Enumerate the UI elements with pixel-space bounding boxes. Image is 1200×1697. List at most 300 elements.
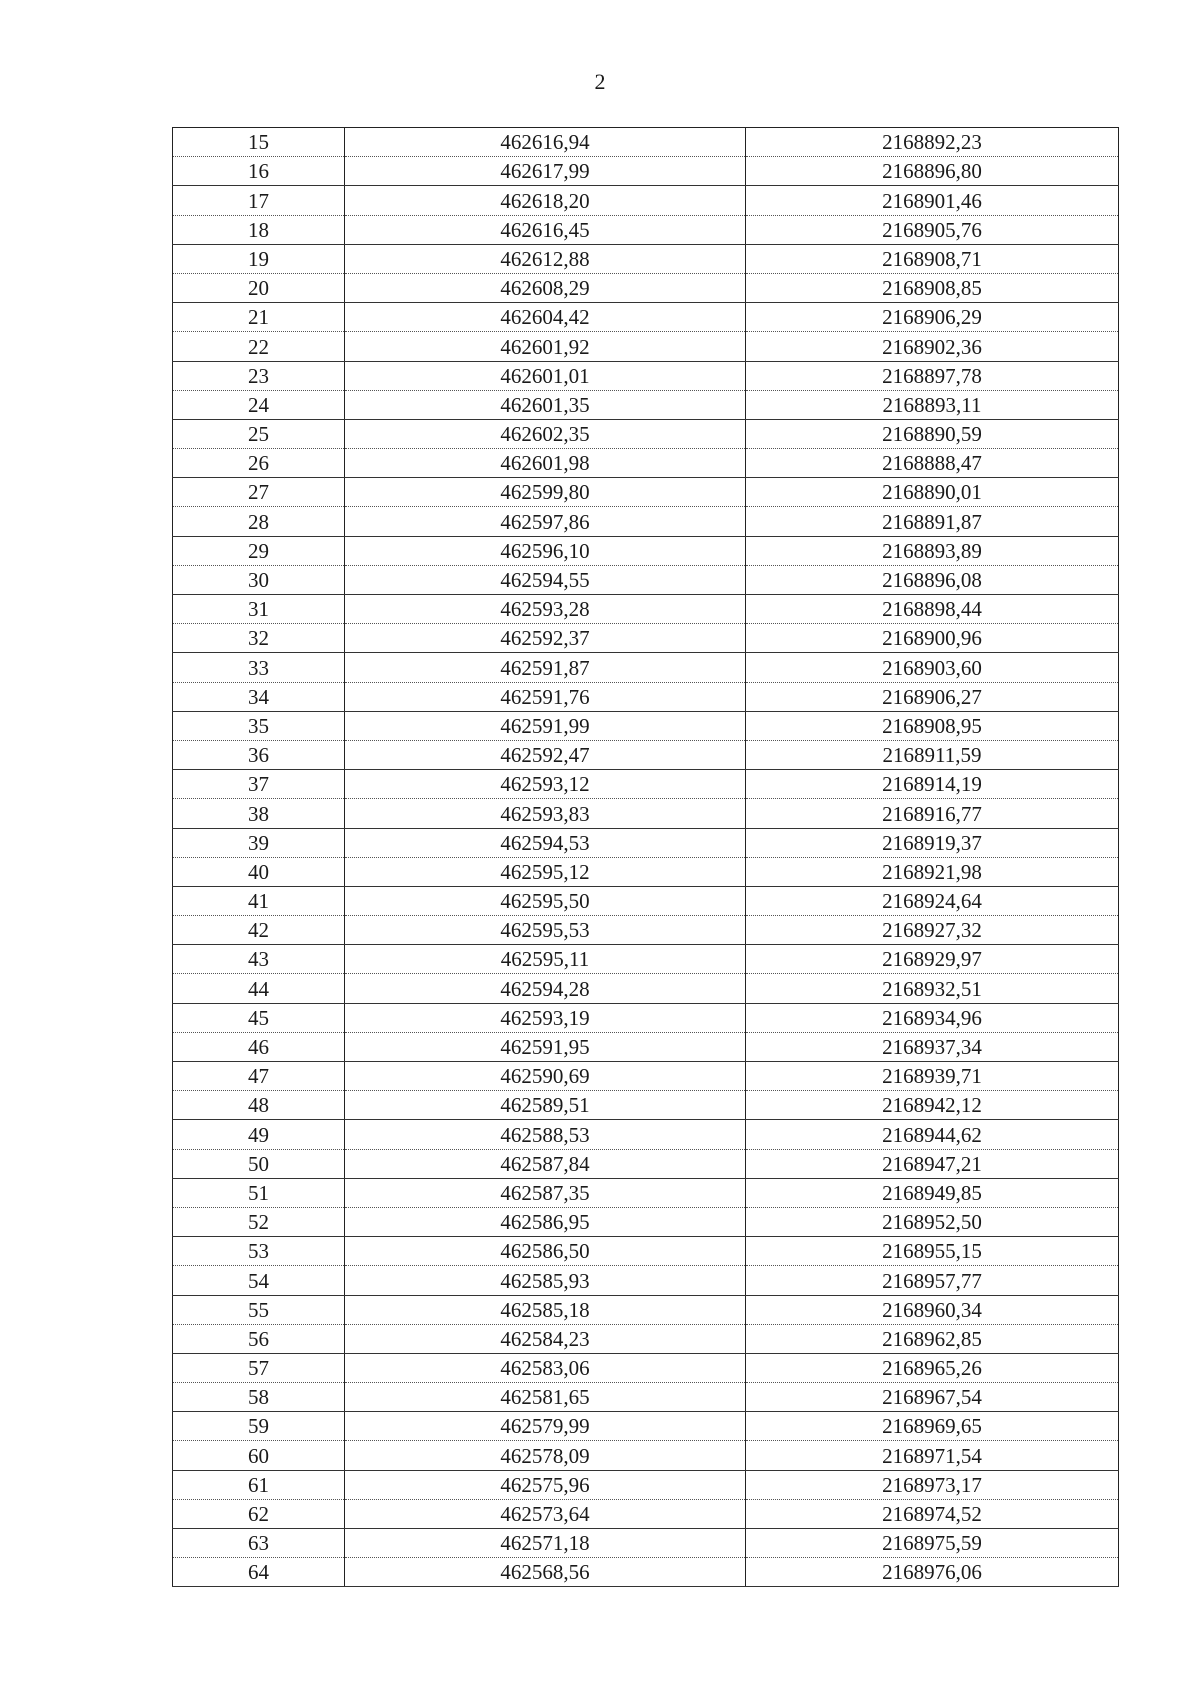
cell-text: 41 — [248, 889, 269, 914]
table-row — [173, 682, 1119, 711]
cell-text: 462575,96 — [500, 1472, 590, 1497]
y-coordinate-cell — [746, 653, 1119, 682]
x-coordinate-cell — [345, 361, 746, 390]
cell-text: 2168908,85 — [882, 276, 982, 301]
point-number-cell — [173, 711, 345, 740]
cell-text: 50 — [248, 1151, 269, 1176]
cell-text: 31 — [248, 597, 269, 622]
cell-text: 2168932,51 — [882, 976, 982, 1001]
y-coordinate-cell — [746, 799, 1119, 828]
x-coordinate-cell — [345, 1237, 746, 1266]
x-coordinate-cell — [345, 1178, 746, 1207]
cell-text: 462594,55 — [500, 568, 590, 592]
x-coordinate-cell — [345, 653, 746, 682]
x-coordinate-cell — [345, 1091, 746, 1120]
point-number-cell — [173, 1558, 345, 1587]
cell-text: 17 — [248, 188, 269, 213]
table-row — [173, 244, 1119, 273]
cell-text: 2168900,96 — [882, 626, 982, 651]
cell-text: 45 — [248, 1005, 269, 1030]
cell-text: 60 — [248, 1443, 269, 1468]
x-coordinate-cell — [345, 1353, 746, 1382]
cell-text: 462587,84 — [500, 1151, 590, 1176]
cell-text: 27 — [248, 480, 269, 505]
table-row — [173, 799, 1119, 828]
cell-text: 2168973,17 — [882, 1472, 982, 1497]
cell-text: 462568,56 — [500, 1560, 590, 1585]
table-row — [173, 1499, 1119, 1528]
cell-text: 2168969,65 — [882, 1414, 982, 1439]
point-number-cell — [173, 215, 345, 244]
cell-text: 2168927,32 — [882, 918, 982, 943]
table-row — [173, 1353, 1119, 1382]
point-number-cell — [173, 1091, 345, 1120]
cell-text: 2168944,62 — [882, 1122, 982, 1147]
x-coordinate-cell — [345, 419, 746, 448]
table-row — [173, 507, 1119, 536]
y-coordinate-cell — [746, 244, 1119, 273]
x-coordinate-cell — [345, 916, 746, 945]
cell-text: 462593,19 — [500, 1005, 590, 1030]
cell-text: 62 — [248, 1502, 269, 1526]
y-coordinate-cell — [746, 449, 1119, 478]
cell-text: 2168921,98 — [882, 859, 982, 884]
point-number-cell — [173, 332, 345, 361]
x-coordinate-cell — [345, 478, 746, 507]
table-row — [173, 419, 1119, 448]
point-number-cell — [173, 828, 345, 857]
table-row — [173, 1441, 1119, 1470]
cell-text: 2168906,29 — [882, 305, 982, 330]
cell-text: 462587,35 — [500, 1180, 590, 1205]
cell-text: 2168906,27 — [882, 684, 982, 709]
x-coordinate-cell — [345, 1383, 746, 1412]
table-row — [173, 1412, 1119, 1441]
cell-text: 462586,50 — [500, 1239, 590, 1264]
cell-text: 30 — [248, 568, 269, 592]
point-number-cell — [173, 770, 345, 799]
x-coordinate-cell — [345, 770, 746, 799]
cell-text: 462594,53 — [500, 830, 590, 855]
x-coordinate-cell — [345, 565, 746, 594]
cell-text: 19 — [248, 246, 269, 271]
cell-text: 462608,29 — [500, 276, 590, 301]
cell-text: 2168911,59 — [882, 743, 982, 768]
cell-text: 2168947,21 — [882, 1151, 982, 1176]
y-coordinate-cell — [746, 770, 1119, 799]
cell-text: 24 — [248, 392, 269, 417]
table-row — [173, 565, 1119, 594]
point-number-cell — [173, 419, 345, 448]
cell-text: 462595,50 — [500, 889, 590, 914]
table-row — [173, 1062, 1119, 1091]
cell-text: 462579,99 — [500, 1414, 590, 1439]
point-number-cell — [173, 1266, 345, 1295]
point-number-cell — [173, 1120, 345, 1149]
table-row — [173, 974, 1119, 1003]
cell-text: 2168901,46 — [882, 188, 982, 213]
cell-text: 462599,80 — [500, 480, 590, 505]
cell-text: 462591,76 — [500, 684, 590, 709]
cell-text: 2168893,89 — [882, 538, 982, 563]
cell-text: 52 — [248, 1210, 269, 1235]
y-coordinate-cell — [746, 215, 1119, 244]
point-number-cell — [173, 1062, 345, 1091]
cell-text: 2168976,06 — [882, 1560, 982, 1585]
x-coordinate-cell — [345, 1266, 746, 1295]
x-coordinate-cell — [345, 244, 746, 273]
table-row — [173, 449, 1119, 478]
x-coordinate-cell — [345, 215, 746, 244]
cell-text: 48 — [248, 1093, 269, 1118]
cell-text: 44 — [248, 976, 269, 1001]
x-coordinate-cell — [345, 507, 746, 536]
point-number-cell — [173, 595, 345, 624]
x-coordinate-cell — [345, 1412, 746, 1441]
cell-text: 462595,53 — [500, 918, 590, 943]
x-coordinate-cell — [345, 1120, 746, 1149]
cell-text: 462573,64 — [500, 1502, 590, 1526]
cell-text: 15 — [248, 130, 269, 155]
x-coordinate-cell — [345, 1441, 746, 1470]
cell-text: 49 — [248, 1122, 269, 1147]
point-number-cell — [173, 624, 345, 653]
table-row — [173, 1383, 1119, 1412]
cell-text: 34 — [248, 684, 269, 709]
y-coordinate-cell — [746, 273, 1119, 302]
y-coordinate-cell — [746, 478, 1119, 507]
point-number-cell — [173, 857, 345, 886]
table-row — [173, 1149, 1119, 1178]
cell-text: 462571,18 — [500, 1531, 590, 1556]
table-row — [173, 711, 1119, 740]
y-coordinate-cell — [746, 157, 1119, 186]
cell-text: 462591,99 — [500, 713, 590, 738]
cell-text: 462601,92 — [500, 334, 590, 359]
cell-text: 2168971,54 — [882, 1443, 982, 1468]
point-number-cell — [173, 1470, 345, 1499]
coordinates-table-body — [173, 128, 1119, 1587]
table-row — [173, 624, 1119, 653]
cell-text: 33 — [248, 655, 269, 680]
point-number-cell — [173, 1529, 345, 1558]
cell-text: 2168896,08 — [882, 568, 982, 592]
cell-text: 2168888,47 — [882, 451, 982, 476]
y-coordinate-cell — [746, 1266, 1119, 1295]
point-number-cell — [173, 565, 345, 594]
y-coordinate-cell — [746, 916, 1119, 945]
cell-text: 462584,23 — [500, 1326, 590, 1351]
y-coordinate-cell — [746, 624, 1119, 653]
x-coordinate-cell — [345, 799, 746, 828]
cell-text: 2168929,97 — [882, 947, 982, 972]
cell-text: 462581,65 — [500, 1385, 590, 1410]
cell-text: 2168908,71 — [882, 246, 982, 271]
table-row — [173, 1091, 1119, 1120]
table-row — [173, 1324, 1119, 1353]
point-number-cell — [173, 536, 345, 565]
point-number-cell — [173, 1178, 345, 1207]
cell-text: 2168934,96 — [882, 1005, 982, 1030]
cell-text: 462601,35 — [500, 392, 590, 417]
cell-text: 37 — [248, 772, 269, 797]
cell-text: 29 — [248, 538, 269, 563]
cell-text: 462595,11 — [500, 947, 590, 972]
y-coordinate-cell — [746, 1207, 1119, 1236]
point-number-cell — [173, 740, 345, 769]
point-number-cell — [173, 1237, 345, 1266]
point-number-cell — [173, 390, 345, 419]
y-coordinate-cell — [746, 1237, 1119, 1266]
cell-text: 35 — [248, 713, 269, 738]
point-number-cell — [173, 1441, 345, 1470]
y-coordinate-cell — [746, 740, 1119, 769]
cell-text: 462616,94 — [500, 130, 590, 155]
cell-text: 23 — [248, 363, 269, 388]
y-coordinate-cell — [746, 1003, 1119, 1032]
point-number-cell — [173, 1499, 345, 1528]
x-coordinate-cell — [345, 1032, 746, 1061]
table-row — [173, 128, 1119, 157]
cell-text: 2168957,77 — [882, 1268, 982, 1293]
table-row — [173, 186, 1119, 215]
x-coordinate-cell — [345, 711, 746, 740]
cell-text: 2168890,59 — [882, 422, 982, 447]
point-number-cell — [173, 449, 345, 478]
x-coordinate-cell — [345, 595, 746, 624]
y-coordinate-cell — [746, 390, 1119, 419]
x-coordinate-cell — [345, 1470, 746, 1499]
y-coordinate-cell — [746, 1353, 1119, 1382]
y-coordinate-cell — [746, 682, 1119, 711]
coordinates-table — [172, 127, 1119, 1587]
x-coordinate-cell — [345, 332, 746, 361]
table-row — [173, 1032, 1119, 1061]
cell-text: 61 — [248, 1472, 269, 1497]
cell-text: 2168960,34 — [882, 1297, 982, 1322]
x-coordinate-cell — [345, 157, 746, 186]
y-coordinate-cell — [746, 828, 1119, 857]
point-number-cell — [173, 1003, 345, 1032]
cell-text: 28 — [248, 509, 269, 534]
table-row — [173, 1207, 1119, 1236]
cell-text: 38 — [248, 801, 269, 826]
table-row — [173, 332, 1119, 361]
point-number-cell — [173, 1149, 345, 1178]
cell-text: 2168924,64 — [882, 889, 982, 914]
point-number-cell — [173, 1353, 345, 1382]
point-number-cell — [173, 916, 345, 945]
x-coordinate-cell — [345, 1207, 746, 1236]
cell-text: 2168962,85 — [882, 1326, 982, 1351]
x-coordinate-cell — [345, 624, 746, 653]
cell-text: 2168892,23 — [882, 130, 982, 155]
point-number-cell — [173, 273, 345, 302]
cell-text: 462578,09 — [500, 1443, 590, 1468]
cell-text: 2168896,80 — [882, 159, 982, 184]
x-coordinate-cell — [345, 1062, 746, 1091]
point-number-cell — [173, 478, 345, 507]
cell-text: 42 — [248, 918, 269, 943]
cell-text: 462588,53 — [500, 1122, 590, 1147]
cell-text: 2168902,36 — [882, 334, 982, 359]
cell-text: 462612,88 — [500, 246, 590, 271]
point-number-cell — [173, 1324, 345, 1353]
y-coordinate-cell — [746, 595, 1119, 624]
y-coordinate-cell — [746, 857, 1119, 886]
x-coordinate-cell — [345, 945, 746, 974]
cell-text: 462616,45 — [500, 217, 590, 242]
x-coordinate-cell — [345, 186, 746, 215]
x-coordinate-cell — [345, 1295, 746, 1324]
cell-text: 16 — [248, 159, 269, 184]
point-number-cell — [173, 799, 345, 828]
point-number-cell — [173, 682, 345, 711]
point-number-cell — [173, 361, 345, 390]
table-row — [173, 536, 1119, 565]
cell-text: 2168914,19 — [882, 772, 982, 797]
table-row — [173, 1237, 1119, 1266]
y-coordinate-cell — [746, 1529, 1119, 1558]
cell-text: 462593,12 — [500, 772, 590, 797]
cell-text: 462592,37 — [500, 626, 590, 651]
y-coordinate-cell — [746, 1324, 1119, 1353]
table-row — [173, 478, 1119, 507]
cell-text: 462594,28 — [500, 976, 590, 1001]
cell-text: 462604,42 — [500, 305, 590, 330]
cell-text: 40 — [248, 859, 269, 884]
table-row — [173, 1558, 1119, 1587]
cell-text: 462618,20 — [500, 188, 590, 213]
cell-text: 2168893,11 — [882, 392, 982, 417]
y-coordinate-cell — [746, 332, 1119, 361]
cell-text: 2168942,12 — [882, 1093, 982, 1118]
y-coordinate-cell — [746, 1295, 1119, 1324]
cell-text: 55 — [248, 1297, 269, 1322]
y-coordinate-cell — [746, 419, 1119, 448]
y-coordinate-cell — [746, 974, 1119, 1003]
x-coordinate-cell — [345, 1558, 746, 1587]
cell-text: 2168955,15 — [882, 1239, 982, 1264]
y-coordinate-cell — [746, 1383, 1119, 1412]
table-row — [173, 215, 1119, 244]
x-coordinate-cell — [345, 390, 746, 419]
cell-text: 2168897,78 — [882, 363, 982, 388]
cell-text: 462590,69 — [500, 1064, 590, 1089]
cell-text: 20 — [248, 276, 269, 301]
y-coordinate-cell — [746, 886, 1119, 915]
cell-text: 462589,51 — [500, 1093, 590, 1118]
point-number-cell — [173, 1383, 345, 1412]
x-coordinate-cell — [345, 273, 746, 302]
table-row — [173, 1295, 1119, 1324]
x-coordinate-cell — [345, 974, 746, 1003]
cell-text: 26 — [248, 451, 269, 476]
x-coordinate-cell — [345, 1529, 746, 1558]
y-coordinate-cell — [746, 186, 1119, 215]
point-number-cell — [173, 128, 345, 157]
cell-text: 462601,01 — [500, 363, 590, 388]
y-coordinate-cell — [746, 1149, 1119, 1178]
point-number-cell — [173, 945, 345, 974]
y-coordinate-cell — [746, 1412, 1119, 1441]
table-row — [173, 828, 1119, 857]
cell-text: 2168939,71 — [882, 1064, 982, 1089]
table-row — [173, 303, 1119, 332]
cell-text: 2168965,26 — [882, 1356, 982, 1381]
cell-text: 63 — [248, 1531, 269, 1556]
cell-text: 462593,83 — [500, 801, 590, 826]
point-number-cell — [173, 653, 345, 682]
table-row — [173, 653, 1119, 682]
cell-text: 46 — [248, 1035, 269, 1059]
cell-text: 462585,93 — [500, 1268, 590, 1293]
cell-text: 22 — [248, 334, 269, 359]
table-row — [173, 361, 1119, 390]
y-coordinate-cell — [746, 303, 1119, 332]
y-coordinate-cell — [746, 1499, 1119, 1528]
cell-text: 21 — [248, 305, 269, 330]
x-coordinate-cell — [345, 1324, 746, 1353]
cell-text: 462591,87 — [500, 655, 590, 680]
table-row — [173, 273, 1119, 302]
table-row — [173, 740, 1119, 769]
cell-text: 462602,35 — [500, 422, 590, 447]
table-row — [173, 157, 1119, 186]
table-row — [173, 770, 1119, 799]
cell-text: 39 — [248, 830, 269, 855]
cell-text: 2168937,34 — [882, 1035, 982, 1059]
cell-text: 32 — [248, 626, 269, 651]
y-coordinate-cell — [746, 1470, 1119, 1499]
cell-text: 462597,86 — [500, 509, 590, 534]
cell-text: 462595,12 — [500, 859, 590, 884]
x-coordinate-cell — [345, 449, 746, 478]
cell-text: 462585,18 — [500, 1297, 590, 1322]
table-row — [173, 390, 1119, 419]
y-coordinate-cell — [746, 507, 1119, 536]
cell-text: 2168908,95 — [882, 713, 982, 738]
cell-text: 64 — [248, 1560, 269, 1585]
x-coordinate-cell — [345, 536, 746, 565]
table-row — [173, 1266, 1119, 1295]
point-number-cell — [173, 507, 345, 536]
cell-text: 54 — [248, 1268, 269, 1293]
table-row — [173, 916, 1119, 945]
y-coordinate-cell — [746, 1120, 1119, 1149]
table-row — [173, 595, 1119, 624]
cell-text: 51 — [248, 1180, 269, 1205]
cell-text: 53 — [248, 1239, 269, 1264]
cell-text: 462583,06 — [500, 1356, 590, 1381]
y-coordinate-cell — [746, 536, 1119, 565]
cell-text: 462593,28 — [500, 597, 590, 622]
cell-text: 2168967,54 — [882, 1385, 982, 1410]
point-number-cell — [173, 886, 345, 915]
point-number-cell — [173, 157, 345, 186]
cell-text: 462586,95 — [500, 1210, 590, 1235]
x-coordinate-cell — [345, 886, 746, 915]
cell-text: 2168952,50 — [882, 1210, 982, 1235]
cell-text: 2168974,52 — [882, 1502, 982, 1526]
table-row — [173, 1003, 1119, 1032]
cell-text: 56 — [248, 1326, 269, 1351]
x-coordinate-cell — [345, 740, 746, 769]
y-coordinate-cell — [746, 945, 1119, 974]
table-row — [173, 1470, 1119, 1499]
cell-text: 2168916,77 — [882, 801, 982, 826]
point-number-cell — [173, 1032, 345, 1061]
